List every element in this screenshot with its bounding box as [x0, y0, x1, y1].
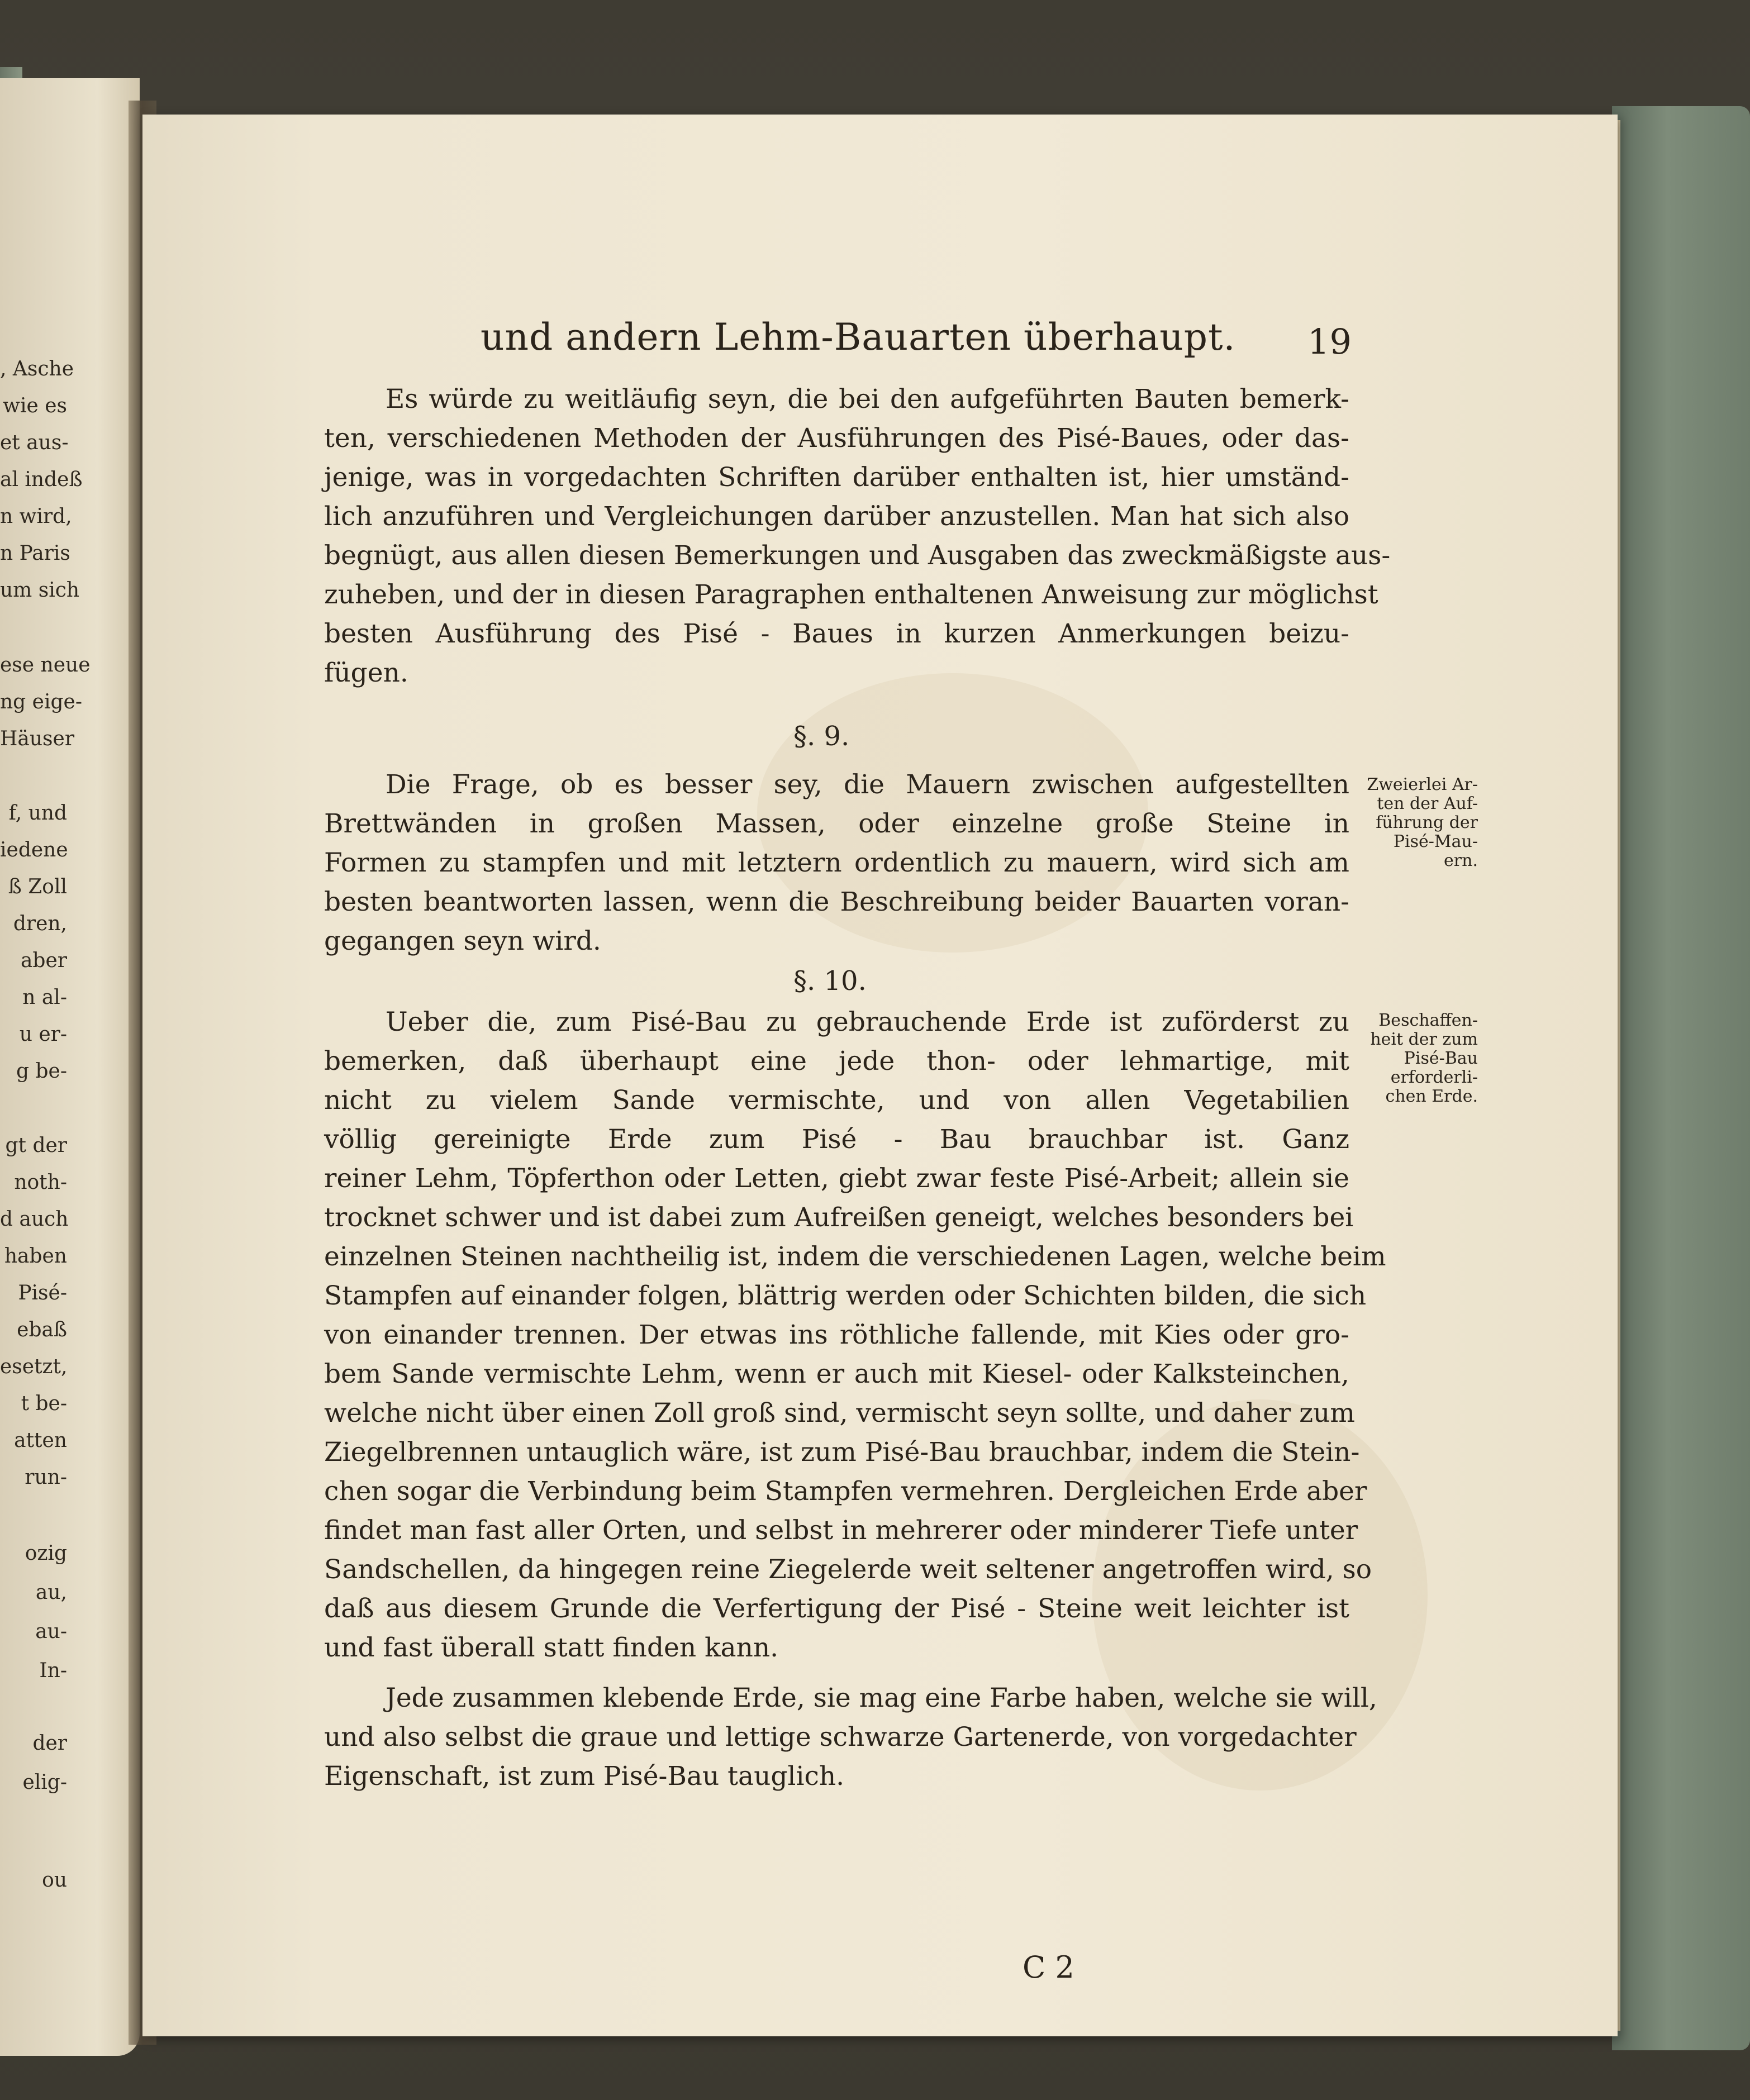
margin-note-line: führung der	[1376, 813, 1478, 832]
left-fragment: ou	[42, 1869, 67, 1892]
left-fragment: au,	[35, 1581, 67, 1604]
text-line: bem Sande vermischte Lehm, wenn er auch mit Kiesel- oder Kalksteinchen,	[324, 1359, 1349, 1389]
text-line: und fast überall statt finden kann.	[324, 1632, 779, 1663]
text-line: Ueber die, zum Pisé-Bau zu gebrauchende Erde ist zuförderst zu	[386, 1007, 1349, 1037]
left-fragment: u er-	[19, 1023, 67, 1046]
text-line: besten Ausführung des Pisé - Baues in kurzen Anmerkungen beizu-	[324, 618, 1349, 649]
left-fragment: gt der	[5, 1134, 67, 1157]
left-fragment: n al-	[22, 986, 67, 1009]
left-fragment: esetzt,	[0, 1355, 68, 1378]
running-header: und andern Lehm-Bauarten überhaupt.	[481, 316, 1236, 359]
left-fragment: d auch	[0, 1208, 69, 1231]
text-line: völlig gereinigte Erde zum Pisé - Bau brauchbar ist. Ganz	[324, 1124, 1349, 1155]
margin-note-line: chen Erde.	[1385, 1087, 1478, 1106]
margin-note-line: Beschaffen-	[1378, 1011, 1478, 1030]
text-line: Brettwänden in großen Massen, oder einzelne große Steine in	[324, 808, 1349, 839]
left-fragment: run-	[25, 1466, 67, 1489]
text-line: daß aus diesem Grunde die Verfertigung der Pisé - Steine weit leichter ist	[324, 1593, 1349, 1624]
text-line: Die Frage, ob es besser sey, die Mauern zwischen aufgestellten	[386, 769, 1349, 800]
text-line: Ziegelbrennen untauglich wäre, ist zum Pisé-Bau brauchbar, indem die Stein-	[324, 1437, 1360, 1468]
text-line: fügen.	[324, 658, 408, 688]
text-line: Stampfen auf einander folgen, blättrig werden oder Schichten bilden, die sich	[324, 1280, 1367, 1311]
text-line: von einander trennen. Der etwas ins röthliche fallende, mit Kies oder gro-	[324, 1320, 1349, 1350]
left-fragment: dren,	[13, 912, 67, 935]
left-fragment: g be-	[16, 1060, 67, 1083]
margin-note-section-9	[1355, 775, 1478, 870]
text-line: nicht zu vielem Sande vermischte, und von allen Vegetabilien	[324, 1085, 1349, 1116]
left-fragment: ß Zoll	[8, 875, 67, 898]
text-line: ten, verschiedenen Methoden der Ausführungen des Pisé-Baues, oder das-	[324, 423, 1349, 454]
margin-note-line: Zweierlei Ar-	[1367, 775, 1478, 794]
left-fragment: wie es	[3, 394, 67, 417]
margin-note-line: Pisé-Bau	[1404, 1049, 1478, 1068]
text-line: und also selbst die graue und lettige schwarze Gartenerde, von vorgedachter	[324, 1722, 1357, 1753]
text-line: begnügt, aus allen diesen Bemerkungen und Ausgaben das zweckmäßigste aus-	[324, 540, 1391, 571]
section-heading-10: §. 10.	[793, 965, 867, 997]
left-fragment: iedene	[0, 839, 68, 861]
text-line: Jede zusammen klebende Erde, sie mag eine Farbe haben, welche sie will,	[386, 1683, 1377, 1713]
section-heading-9: §. 9.	[793, 721, 850, 752]
left-fragment: , Asche	[0, 358, 74, 380]
left-fragment: haben	[4, 1245, 67, 1268]
text-line: Formen zu stampfen und mit letztern ordentlich zu mauern, wird sich am	[324, 847, 1349, 878]
margin-note-line: ten der Auf-	[1377, 794, 1478, 813]
text-line: jenige, was in vorgedachten Schriften darüber enthalten ist, hier umständ-	[324, 462, 1349, 493]
text-line: Eigenschaft, ist zum Pisé-Bau tauglich.	[324, 1761, 845, 1792]
margin-note-line: ern.	[1444, 851, 1478, 870]
right-cover-board	[1612, 106, 1750, 2050]
margin-note-section-10	[1355, 1011, 1478, 1106]
page-number: 19	[1307, 321, 1352, 362]
left-fragment: ng eige-	[0, 691, 83, 713]
left-fragment: ozig	[25, 1542, 67, 1565]
margin-note-line: heit der zum	[1370, 1030, 1478, 1049]
left-fragment: aber	[20, 949, 67, 972]
text-line: besten beantworten lassen, wenn die Beschreibung beider Bauarten voran-	[324, 887, 1349, 917]
left-fragment: elig-	[22, 1771, 67, 1794]
text-line: Es würde zu weitläufig seyn, die bei den aufgeführten Bauten bemerk-	[386, 384, 1349, 415]
text-line: chen sogar die Verbindung beim Stampfen vermehren. Dergleichen Erde aber	[324, 1476, 1367, 1507]
left-fragment: atten	[14, 1429, 67, 1452]
signature-mark: C 2	[1023, 1950, 1074, 1985]
text-line: einzelnen Steinen nachtheilig ist, indem die verschiedenen Lagen, welche beim	[324, 1241, 1386, 1272]
text-line: welche nicht über einen Zoll groß sind, vermischt seyn sollte, und daher zum	[324, 1398, 1355, 1428]
left-fragment: t be-	[21, 1392, 67, 1415]
left-fragment: um sich	[0, 579, 80, 602]
left-fragment: et aus-	[0, 431, 69, 454]
text-line: findet man fast aller Orten, und selbst in mehrerer oder minderer Tiefe unter	[324, 1515, 1358, 1546]
text-line: Sandschellen, da hingegen reine Ziegelerde weit seltener angetroffen wird, so	[324, 1554, 1372, 1585]
left-fragment: der	[32, 1732, 67, 1755]
text-line: lich anzuführen und Vergleichungen darüber anzustellen. Man hat sich also	[324, 501, 1349, 532]
text-line: bemerken, daß überhaupt eine jede thon- oder lehmartige, mit	[324, 1046, 1349, 1077]
margin-note-line: erforderli-	[1390, 1068, 1478, 1087]
left-fragment: f, und	[8, 802, 67, 825]
left-fragment: noth-	[14, 1171, 67, 1194]
text-line: reiner Lehm, Töpferthon oder Letten, giebt zwar feste Pisé-Arbeit; allein sie	[324, 1163, 1349, 1194]
left-fragment: au-	[35, 1620, 67, 1643]
left-fragment: Häuser	[0, 727, 75, 750]
text-line: gegangen seyn wird.	[324, 926, 601, 956]
margin-note-line: Pisé-Mau-	[1393, 832, 1478, 851]
left-fragment: al indeß	[0, 468, 83, 491]
left-fragment: ebaß	[17, 1318, 67, 1341]
text-line: zuheben, und der in diesen Paragraphen enthaltenen Anweisung zur möglichst	[324, 579, 1378, 610]
left-fragment: ese neue	[0, 654, 91, 677]
left-fragment: n Paris	[0, 542, 70, 565]
left-fragment: n wird,	[0, 505, 72, 528]
left-fragment: In-	[39, 1659, 67, 1682]
left-fragment: Pisé-	[18, 1282, 67, 1304]
text-line: trocknet schwer und ist dabei zum Aufreißen geneigt, welches besonders bei	[324, 1202, 1354, 1233]
